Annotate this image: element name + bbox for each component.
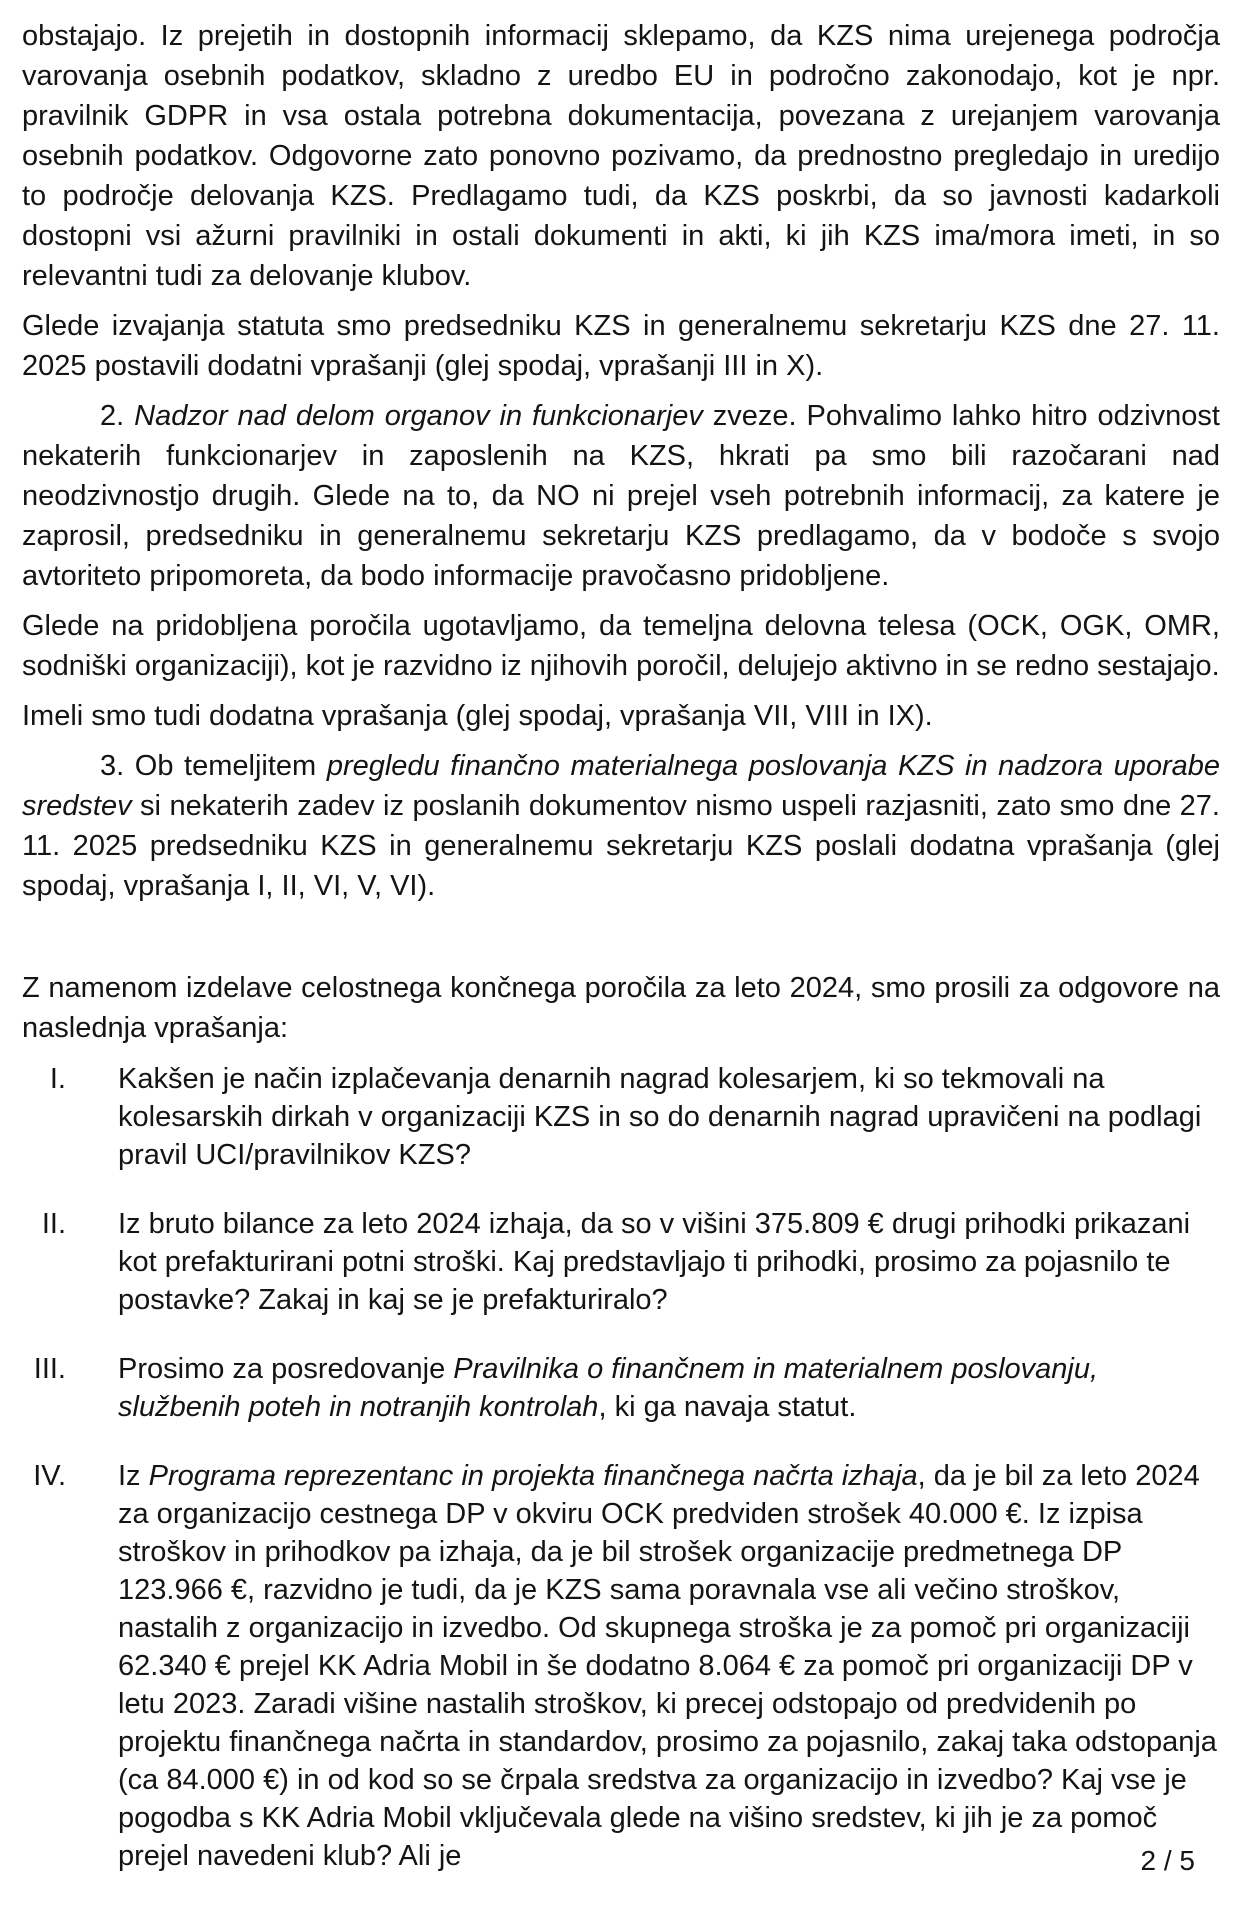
question-list [22, 1060, 1220, 1875]
text-segment: Z namenom izdelave celostnega končnega poročila za leto 2024, smo prosili za odgovore na naslednja vprašanja: [22, 972, 1220, 1044]
text-segment: Glede izvajanja statuta smo predsedniku KZS in generalnemu sekretarju KZS dne 27. 11. 2025 postavili dodatni vprašanji (glej spodaj, vprašanji III in X). [22, 310, 1220, 382]
text-segment: 3. Ob temeljitem [100, 750, 327, 782]
question-item [22, 1457, 1220, 1875]
text-segment: obstajajo. Iz prejetih in dostopnih informacij sklepamo, da KZS nima urejenega področja varovanja osebnih podatkov, skladno z uredbo EU in področno zakonodajo, kot je npr. pravilnik GDPR in vsa ostala potrebna dokumentacija, povezana z urejanjem varovanja osebnih podatkov. Odgovorne zato ponovno pozivamo, da prednostno pregledajo in uredijo to področje delovanja KZS. Predlagamo tudi, da KZS poskrbi, da so javnosti kadarkoli dostopni vsi ažurni pravilniki in ostali dokumenti in akti, ki jih KZS ima/mora imeti, in so relevantni tudi za delovanje klubov. [22, 20, 1220, 292]
paragraph [22, 696, 1220, 736]
question-number: II. [41, 1208, 66, 1240]
text-segment: Kakšen je način izplačevanja denarnih nagrad kolesarjem, ki so tekmovali na kolesarskih dirkah v organizaciji KZS in so do denarnih nagrad upravičeni na podlagi pravil UCI/pravilnikov KZS? [118, 1063, 1202, 1171]
paragraph [22, 306, 1220, 386]
text-segment: , da je bil za leto 2024 za organizacijo cestnega DP v okviru OCK predviden strošek 40.000 €. Iz izpisa stroškov in prihodkov pa izhaja, da je bil strošek organizacije predmetnega DP 123.966 €, razvidno je tudi, da je KZS sama poravnala vse ali večino stroškov, nastalih z organizacijo in izvedbo. Od skupnega stroška je za pomoč pri organizaciji 62.340 € prejel KK Adria Mobil in še dodatno 8.064 € za pomoč pri organizaciji DP v letu 2023. Zaradi višine nastalih stroškov, ki precej odstopajo od predvidenih po projektu finančnega načrta in standardov, prosimo za pojasnilo, zakaj taka odstopanja (ca 84.000 €) in od kod so se črpala sredstva za organizacijo in izvedbo? Kaj vse je pogodba s KK Adria Mobil vključevala glede na višino sredstev, ki jih je za pomoč prejel navedeni klub? Ali je [118, 1460, 1217, 1872]
text-segment: si nekaterih zadev iz poslanih dokumentov nismo uspeli razjasniti, zato smo dne 27. 11. 2025 predsedniku KZS in generalnemu sekretarju KZS poslali dodatna vprašanja (glej spodaj, vprašanja I, II, VI, V, VI). [22, 790, 1220, 902]
question-number: IV. [33, 1460, 66, 1492]
question-text [66, 1350, 1220, 1426]
text-segment: Prosimo za posredovanje [118, 1353, 454, 1385]
text-segment: Imeli smo tudi dodatna vprašanja (glej spodaj, vprašanja VII, VIII in IX). [22, 700, 933, 732]
question-item [22, 1060, 1220, 1174]
text-segment-italic: pregledu finančno materialnega poslovanja KZS in nadzora uporabe sredstev [22, 750, 1220, 822]
paragraph-numbered-2 [22, 396, 1220, 596]
text-segment: zveze. Pohvalimo lahko hitro odzivnost nekaterih funkcionarjev in zaposlenih na KZS, hkrati pa smo bili razočarani nad neodzivnostjo drugih. Glede na to, da NO ni prejel vseh potrebnih informacij, za katere je zaprosil, predsedniku in generalnemu sekretarju KZS predlagamo, da v bodoče s svojo avtoriteto pripomoreta, da bodo informacije pravočasno pridobljene. [22, 400, 1220, 592]
question-text [66, 1457, 1220, 1875]
text-segment: Glede na pridobljena poročila ugotavljamo, da temeljna delovna telesa (OCK, OGK, OMR, sodniški organizaciji), kot je razvidno iz njihovih poročil, delujejo aktivno in se redno sestajajo. [22, 610, 1220, 682]
question-item [22, 1205, 1220, 1319]
paragraph-questions-intro [22, 968, 1220, 1048]
paragraph-continued [22, 16, 1220, 296]
text-segment-italic: Nadzor nad delom organov in funkcionarjev [134, 400, 703, 432]
question-text [66, 1060, 1220, 1174]
document-text [22, 16, 1220, 1906]
text-segment: 2. [100, 400, 135, 432]
question-text [66, 1205, 1220, 1319]
text-segment-italic: Programa reprezentanc in projekta finančnega načrta izhaja [148, 1460, 918, 1492]
paragraph [22, 606, 1220, 686]
text-segment: , ki ga navaja statut. [598, 1391, 857, 1423]
page-number: 2 / 5 [1140, 1845, 1195, 1876]
text-segment: Iz [118, 1460, 149, 1492]
question-number: III. [33, 1353, 66, 1385]
paragraph-numbered-3 [22, 746, 1220, 906]
question-item [22, 1350, 1220, 1426]
text-segment-italic: Pravilnika o finančnem in materialnem poslovanju, službenih poteh in notranjih kontrolah [118, 1353, 1099, 1423]
text-segment: Iz bruto bilance za leto 2024 izhaja, da so v višini 375.809 € drugi prihodki prikazani kot prefakturirani potni stroški. Kaj predstavljajo ti prihodki, prosimo za pojasnilo te postavke? Zakaj in kaj se je prefakturiralo? [118, 1208, 1191, 1316]
question-number: I. [49, 1063, 66, 1095]
